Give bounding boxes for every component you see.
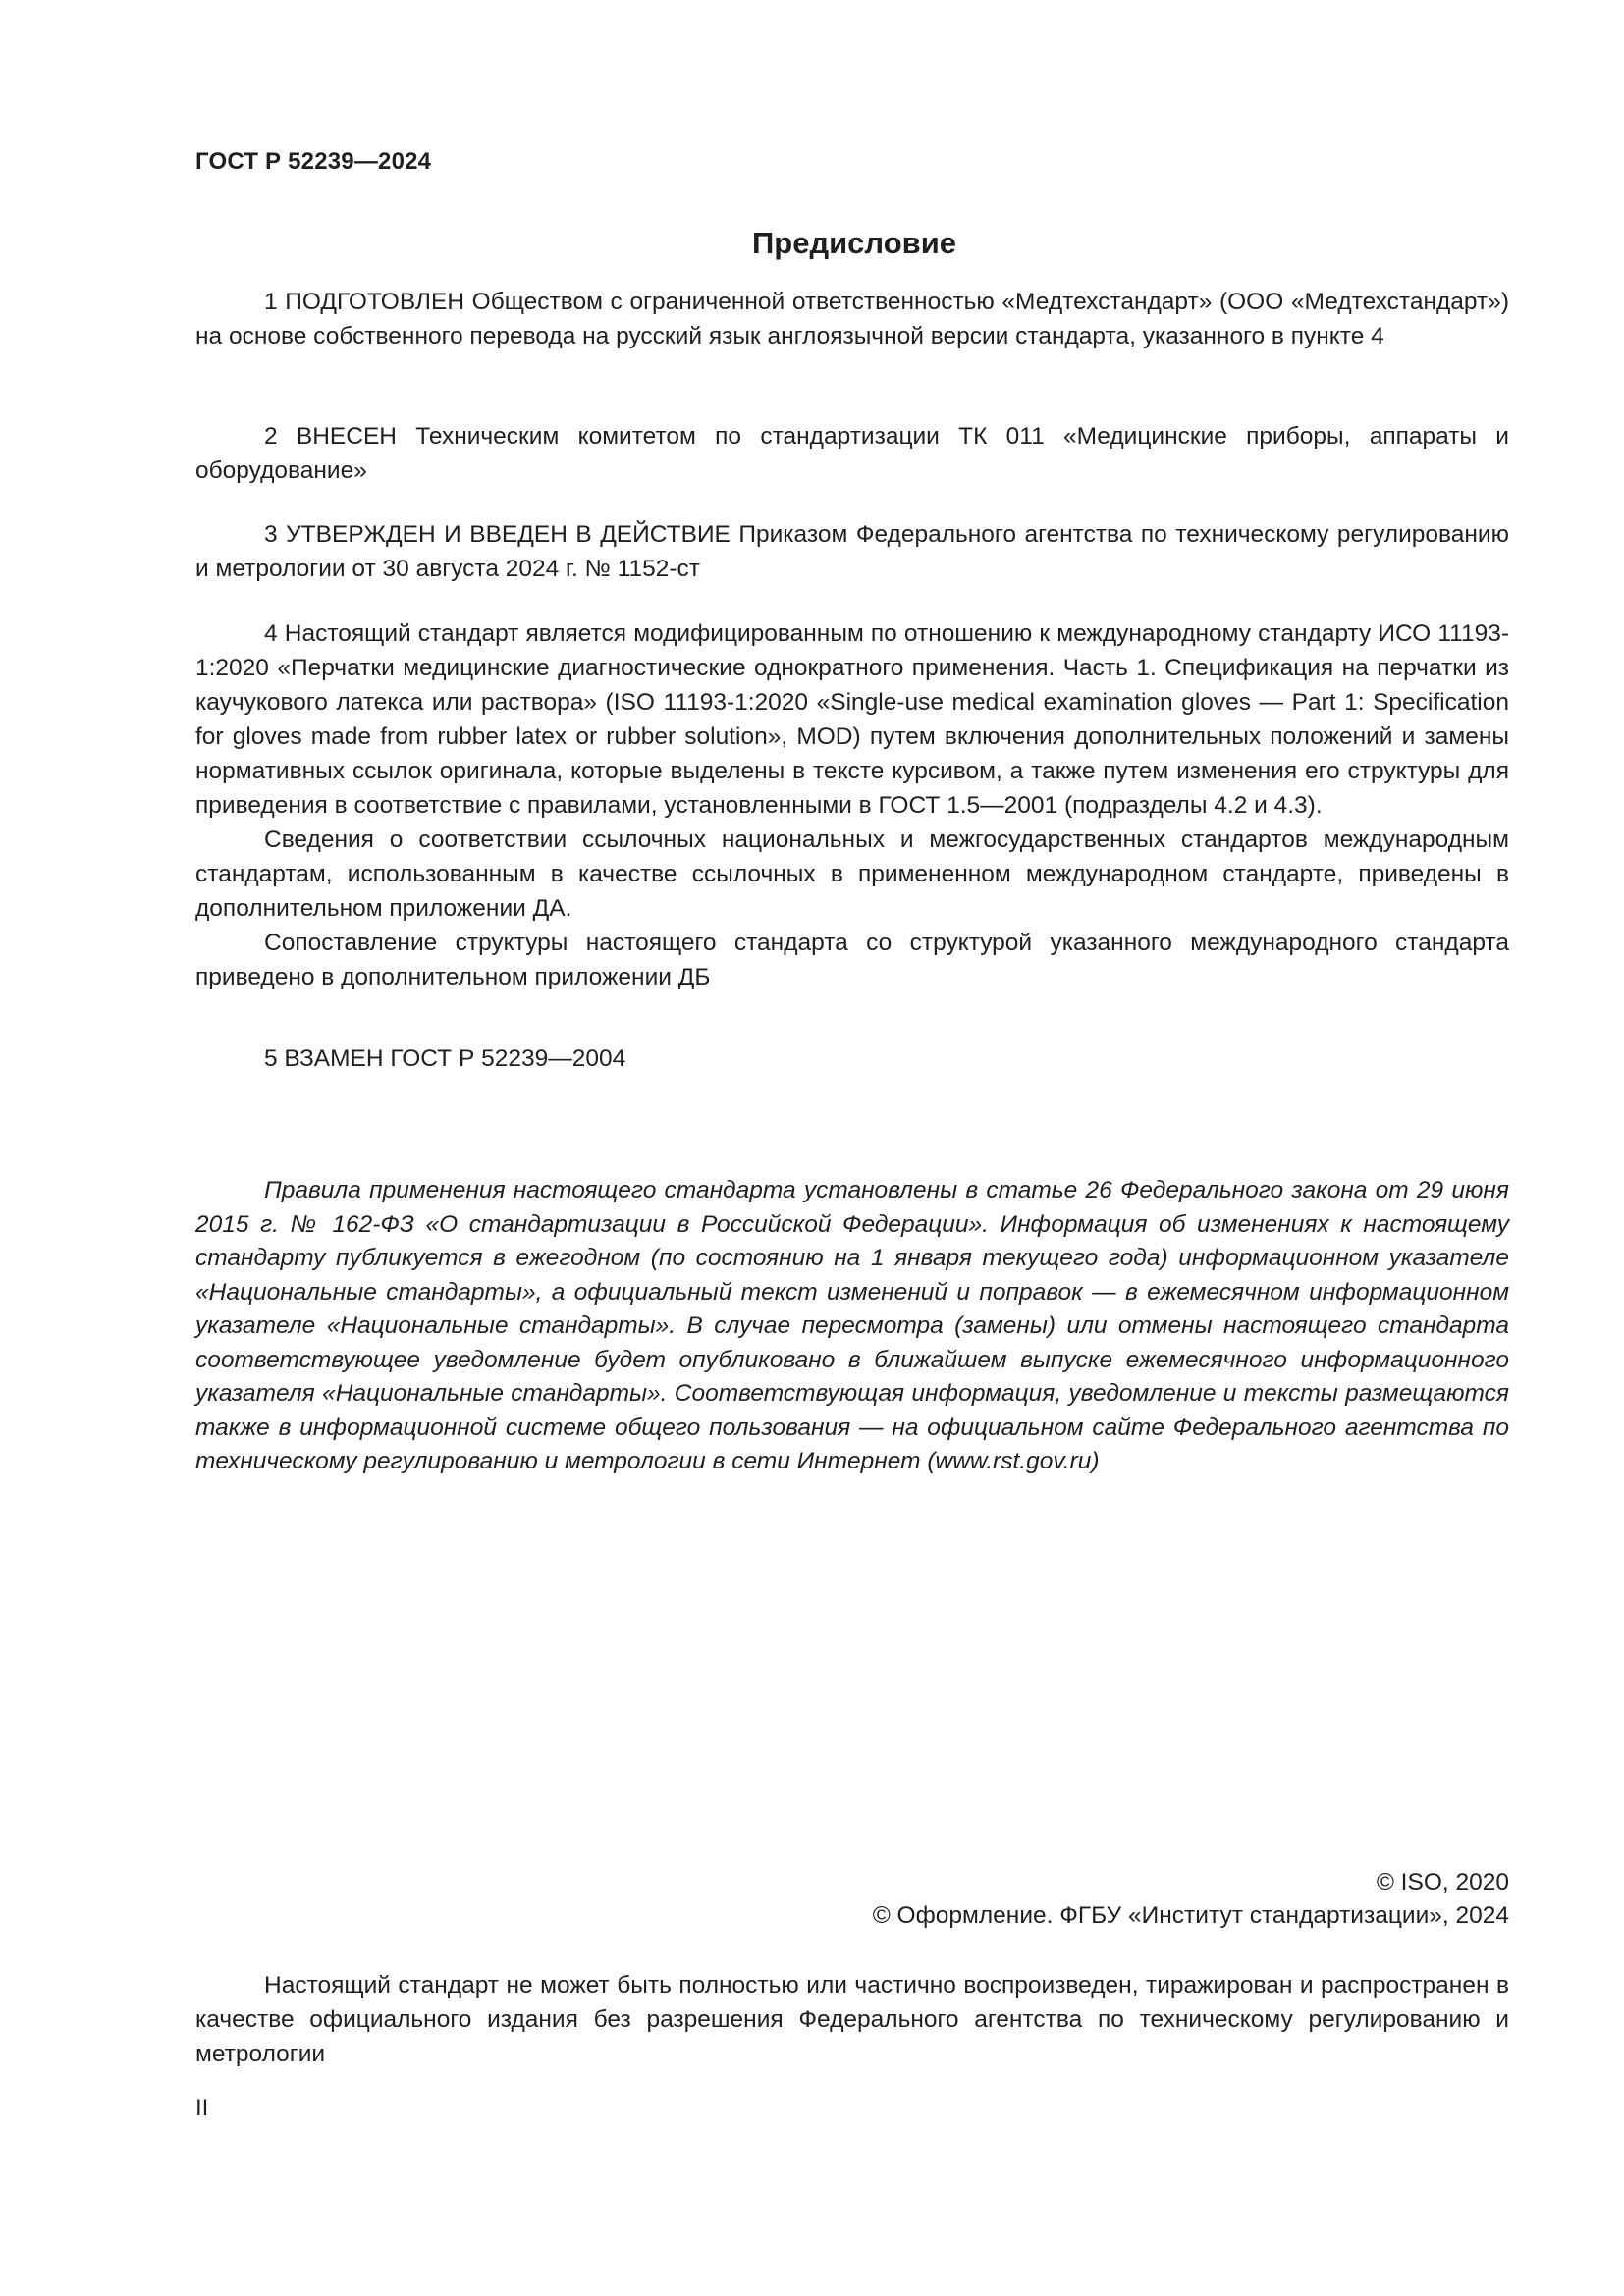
- copyright-iso: © ISO, 2020: [1376, 1869, 1509, 1896]
- document-code: ГОСТ Р 52239—2024: [195, 148, 432, 175]
- foreword-item-text: 5 ВЗАМЕН ГОСТ Р 52239—2004: [264, 1045, 626, 1072]
- foreword-item-3: [195, 517, 1509, 586]
- foreword-item-4-paragraph-3: Сопоставление структуры настоящего стандарта со структурой указанного международного стандарта приведено в дополнительном приложении ДБ: [195, 930, 1509, 990]
- copyright-design: © Оформление. ФГБУ «Институт стандартизации», 2024: [872, 1902, 1509, 1929]
- foreword-item-text: 1 ПОДГОТОВЛЕН Обществом с ограниченной ответственностью «Медтехстандарт» (ООО «Медтехстандарт») на основе собственного перевода на русский язык англоязычной версии стандарта, указанного в пункте 4: [195, 289, 1509, 349]
- application-rules-note: [195, 1174, 1509, 1479]
- foreword-item-2: [195, 419, 1509, 488]
- foreword-item-1: [195, 285, 1509, 353]
- page-title: Предисловие: [751, 226, 956, 260]
- foreword-item-4-paragraph-1: 4 Настоящий стандарт является модифицированным по отношению к международному стандарту ИСО 11193-1:2020 «Перчатки медицинские диагностические однократного применения. Часть 1. Спецификация на перчатки из каучукового латекса или раствора» (ISO 11193-1:2020 «Single-use medical examination gloves — Part 1: Specification for gloves made from rubber latex or rubber solution», MOD) путем включения дополнительных положений и замены нормативных ссылок оригинала, которые выделены в тексте курсивом, а также путем изменения его структуры для приведения в соответствие с правилами, установленными в ГОСТ 1.5—2001 (подразделы 4.2 и 4.3).: [195, 620, 1509, 819]
- application-rules-text: Правила применения настоящего стандарта установлены в статье 26 Федерального закона от 29 июня 2015 г. № 162-ФЗ «О стандартизации в Российской Федерации». Информация об изменениях к настоящему стандарту публикуется в ежегодном (по состоянию на 1 января текущего года) информационном указателе «Национальные стандарты», а официальный текст изменений и поправок — в ежемесячном информационном указателе «Национальные стандарты». В случае пересмотра (замены) или отмены настоящего стандарта соответствующее уведомление будет опубликовано в ближайшем выпуске ежемесячного информационного указателя «Национальные стандарты». Соответствующая информация, уведомление и тексты размещаются также в информационной системе общего пользования — на официальном сайте Федерального агентства по техническому регулированию и метрологии в сети Интернет (www.rst.gov.ru): [195, 1177, 1509, 1474]
- page-number: II: [195, 2095, 209, 2121]
- foreword-item-5: [195, 1041, 1509, 1076]
- reproduction-notice: [195, 1968, 1509, 2071]
- reproduction-notice-text: Настоящий стандарт не может быть полностью или частично воспроизведен, тиражирован и распространен в качестве официального издания без разрешения Федерального агентства по техническому регулированию и метрологии: [195, 1972, 1509, 2067]
- foreword-item-4-paragraph-2: Сведения о соответствии ссылочных национальных и межгосударственных стандартов международным стандартам, использованным в качестве ссылочных в примененном международном стандарте, приведены в дополнительном приложении ДА.: [195, 827, 1509, 922]
- foreword-item-4: [195, 616, 1509, 994]
- copyright-block: [195, 1866, 1509, 1933]
- foreword-item-text: 2 ВНЕСЕН Техническим комитетом по стандартизации ТК 011 «Медицинские приборы, аппараты и оборудование»: [195, 423, 1509, 484]
- foreword-item-text: 3 УТВЕРЖДЕН И ВВЕДЕН В ДЕЙСТВИЕ Приказом Федерального агентства по техническому регулированию и метрологии от 30 августа 2024 г. № 1152-ст: [195, 521, 1509, 582]
